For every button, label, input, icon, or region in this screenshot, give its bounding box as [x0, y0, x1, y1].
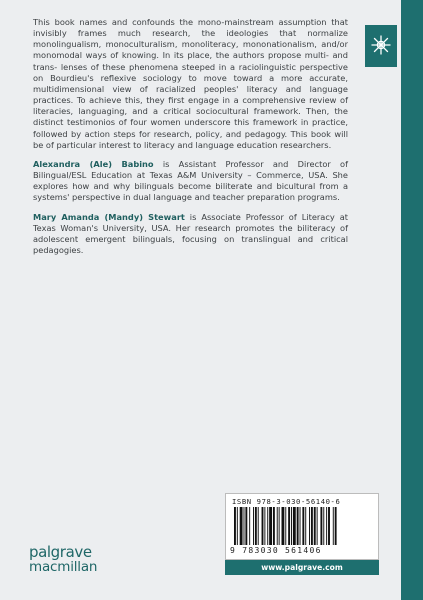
author-name-2: Mary Amanda (Mandy) Stewart — [33, 211, 185, 222]
palgrave-star-icon — [370, 34, 392, 56]
palgrave-logo-box — [365, 25, 397, 67]
description-paragraph: This book names and confounds the mono-mainstream assumption that invisibly frames much research, the ideologies that normalize monolingualism, monoculturalism, monoliteracy, mononationalism, and/or monomodal ways of knowing. In its place, the authors propose multi- and trans- lenses of these phenomena steeped in a raciolinguistic perspective on Bourdieu's reflexive sociology to move toward a more accurate, multidimensional view of racialized peoples' literacy and language practices. To achieve this, they first engage in a comprehensive review of literacies, languaging, and a critical sociocultural framework. Then, the distinct testimonios of four women underscore this framework in practice, followed by action steps for research, policy, and pedagogy. This book will be of particular interest to literacy and language education researchers. — [33, 17, 348, 150]
spine-bar — [401, 0, 423, 600]
author-bio-text-1: is Assistant Professor and Director of Bilingual/ESL Education at Texas A&M University – Commerce, USA. She explores how and why bilinguals become biliterate and bicultural from a systems' perspective in dual language and teacher preparation programs. — [33, 158, 348, 203]
barcode-digits: 9 783030 561406 — [230, 546, 322, 555]
publisher-line-1: palgrave — [29, 543, 92, 561]
blurb — [33, 17, 348, 264]
publisher-logo — [29, 545, 97, 575]
barcode-icon — [234, 507, 370, 545]
author-bio-2 — [33, 212, 348, 257]
website-link[interactable]: www.palgrave.com — [225, 560, 379, 575]
author-bio-text-2: is Associate Professor of Literacy at Texas Woman's University, USA. Her research promotes the biliteracy of adolescent emergent bilinguals, focusing on translingual and critical pedagogies. — [33, 211, 349, 255]
barcode-block — [225, 493, 379, 560]
isbn-label: ISBN 978-3-030-56140-6 — [232, 497, 341, 506]
publisher-line-2: macmillan — [29, 559, 98, 575]
author-name-1: Alexandra (Ale) Babino — [33, 158, 154, 169]
author-bio-1 — [33, 159, 348, 204]
